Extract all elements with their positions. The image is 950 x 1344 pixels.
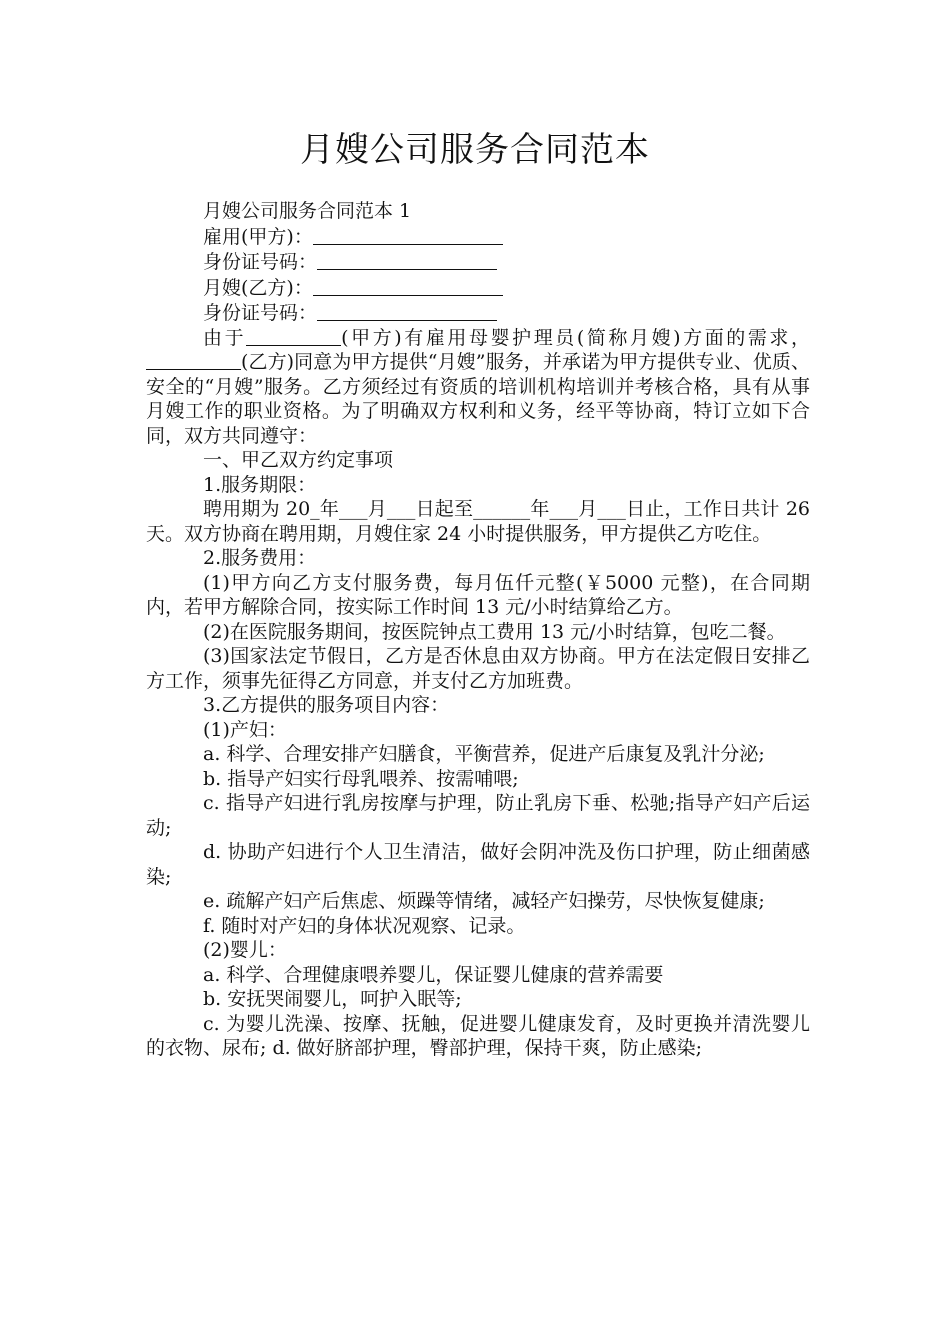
list-item: b. 安抚哭闹婴儿，呵护入眠等; [203,988,462,1010]
intro-text-mid: (甲方)有雇用母婴护理员(简称月嫂)方面的需求， [341,326,810,349]
nanny-id-blank [317,300,497,321]
fee-paragraph: (3)国家法定节假日，乙方是否休息由双方协商。甲方在法定假日安排乙方工作，须事先征得乙方同意，并支付乙方加班费。 [146,645,810,692]
employer-blank [313,224,503,245]
fee-paragraph: (1)甲方向乙方支付服务费，每月伍仟元整(￥5000 元整)，在合同期内，若甲方解除合同，按实际工作时间 13 元/小时结算给乙方。 [146,571,810,618]
list-item: e. 疏解产妇产后焦虑、烦躁等情绪，减轻产妇操劳，尽快恢复健康; [203,890,765,912]
fee-paragraph: (2)在医院服务期间，按医院钟点工费用 13 元/小时结算，包吃二餐。 [203,620,786,643]
intro-paragraph [146,326,810,449]
section-heading: 一、甲乙双方约定事项 [203,449,394,471]
list-item: a. 科学、合理健康喂养婴儿，保证婴儿健康的营养需要 [203,963,664,986]
field-label: 身份证号码： [203,251,318,273]
intro-text-start: 由于 [203,326,247,349]
nanny-blank [313,275,503,296]
document-body [146,199,810,1061]
field-employer-id [146,249,810,275]
party-b-blank [146,351,241,370]
field-nanny [146,275,810,301]
list-item: f. 随时对产妇的身体状况观察、记录。 [203,914,526,937]
subtitle: 月嫂公司服务合同范本 1 [203,200,412,222]
field-nanny-id [146,300,810,326]
field-label: 雇用(甲方)： [203,225,313,248]
item-heading: 2.服务费用： [203,547,317,569]
list-item: a. 科学、合理安排产妇膳食，平衡营养，促进产后康复及乳汁分泌; [203,743,765,765]
party-a-blank [246,327,341,346]
intro-text-end: (乙方)同意为甲方提供“月嫂”服务，并承诺为甲方提供专业、优质、安全的“月嫂”服务。乙方须经过有资质的培训机构培训并考核合格，具有从事月嫂工作的职业资格。为了明确双方权利和义务，经平等协商，特订立如下合同，双方共同遵守： [146,351,810,447]
item-heading: 3.乙方提供的服务项目内容： [203,694,450,716]
item-paragraph: 聘用期为 20_年___月___日起至______年___月___日止，工作日共计 26 天。双方协商在聘用期，月嫂住家 24 小时提供服务，甲方提供乙方吃住。 [146,498,810,545]
list-item: c. 为婴儿洗澡、按摩、抚触，促进婴儿健康发育，及时更换并清洗婴儿的衣物、尿布; d. 做好脐部护理，臀部护理，保持干爽，防止感染; [146,1012,810,1059]
list-item: b. 指导产妇实行母乳喂养、按需哺喂; [203,767,519,790]
subsection-heading: (1)产妇： [203,718,287,741]
field-employer [146,224,810,250]
subsection-heading: (2)婴儿： [203,939,287,961]
employer-id-blank [317,249,497,270]
field-label: 月嫂(乙方)： [203,276,313,299]
list-item: d. 协助产妇进行个人卫生清洁，做好会阴冲洗及伤口护理，防止细菌感染; [146,841,810,888]
list-item: c. 指导产妇进行乳房按摩与护理，防止乳房下垂、松驰;指导产妇产后运动; [146,792,810,839]
document-title: 月嫂公司服务合同范本 [300,130,650,170]
item-heading: 1.服务期限： [203,473,317,496]
field-label: 身份证号码： [203,302,318,324]
